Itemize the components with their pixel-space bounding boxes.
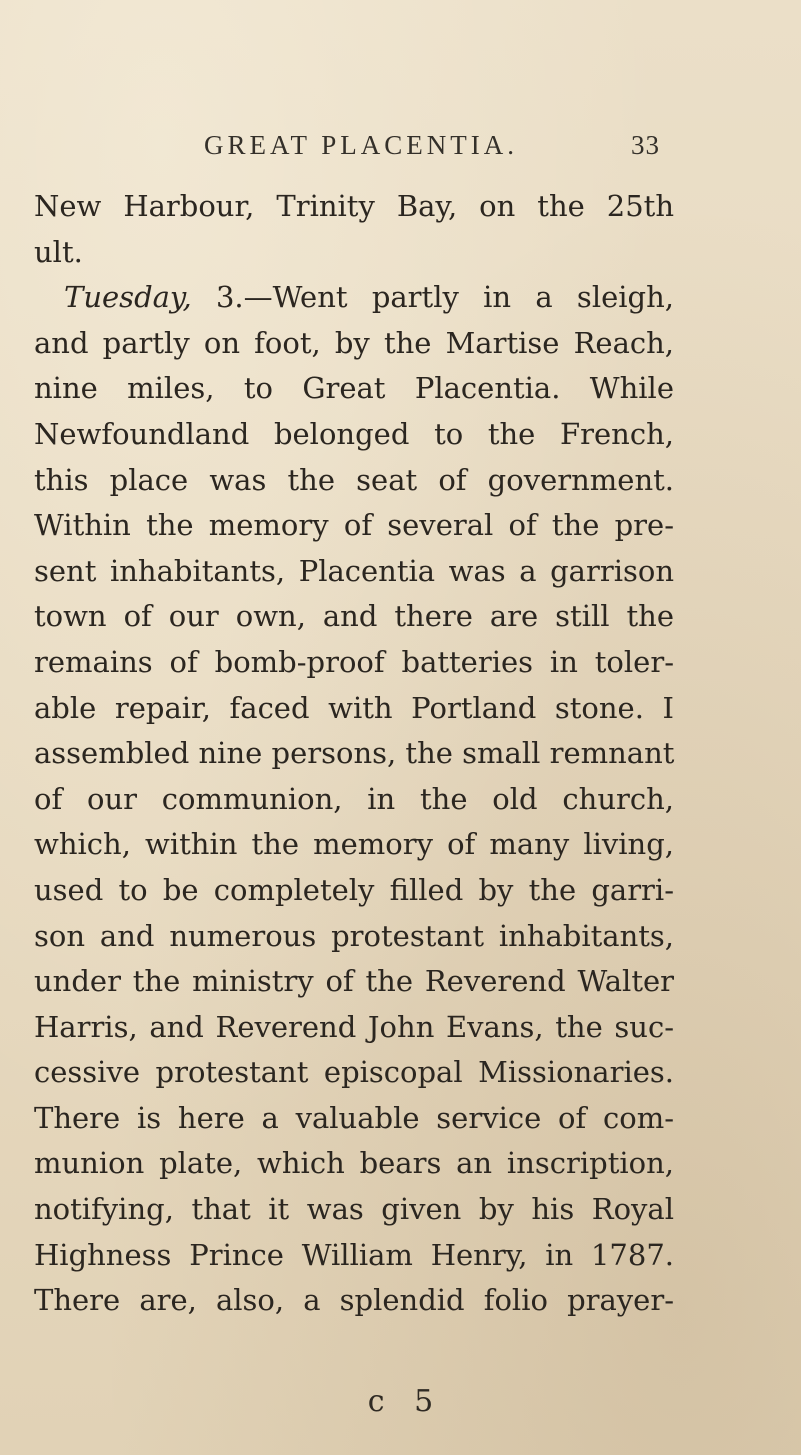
text-line: notifying, that it was given by his Royal xyxy=(34,1192,674,1227)
text-line: nine miles, to Great Placentia. While xyxy=(34,371,674,406)
text-line: New Harbour, Trinity Bay, on the 25th xyxy=(34,189,674,223)
text-line: There are, also, a splendid folio prayer- xyxy=(34,1283,674,1318)
day-label: Tuesday, xyxy=(64,280,192,315)
day-entry-rest: 3.—Went partly in a sleigh, xyxy=(191,280,674,315)
signature-text: c 5 xyxy=(367,1384,444,1419)
text-line: cessive protestant episcopal Missionaries. xyxy=(34,1055,674,1090)
text-line: munion plate, which bears an inscription, xyxy=(34,1146,674,1181)
text-line: used to be completely filled by the garri- xyxy=(34,872,674,907)
text-line: sent inhabitants, Placentia was a garrison xyxy=(34,553,674,588)
text-line: this place was the seat of government. xyxy=(34,462,674,497)
text-line: assembled nine persons, the small remnant xyxy=(34,736,675,771)
text-line: Newfoundland belonged to the French, xyxy=(34,416,674,451)
running-head xyxy=(200,130,660,170)
signature-mark xyxy=(0,1384,801,1419)
text-line: Within the memory of several of the pre- xyxy=(34,508,674,543)
text-line: and partly on foot, by the Martise Reach, xyxy=(34,325,674,360)
text-line: ult. xyxy=(34,234,83,269)
body-text xyxy=(34,184,674,1324)
text-line: which, within the memory of many living, xyxy=(34,827,674,862)
running-title: GREAT PLACENTIA. xyxy=(204,130,519,160)
page-number: 33 xyxy=(631,130,660,160)
text-line-day-entry xyxy=(34,275,674,321)
text-line: able repair, faced with Portland stone. I xyxy=(34,690,674,725)
text-line: under the ministry of the Reverend Walter xyxy=(34,964,674,999)
text-line: son and numerous protestant inhabitants, xyxy=(34,918,674,953)
text-line: There is here a valuable service of com- xyxy=(34,1100,674,1135)
text-line: town of our own, and there are still the xyxy=(34,599,674,634)
text-line: of our communion, in the old church, xyxy=(34,781,674,816)
text-line: Highness Prince William Henry, in 1787. xyxy=(34,1237,674,1272)
text-line: remains of bomb-proof batteries in toler- xyxy=(34,644,674,679)
text-line: Harris, and Reverend John Evans, the suc- xyxy=(34,1009,674,1044)
